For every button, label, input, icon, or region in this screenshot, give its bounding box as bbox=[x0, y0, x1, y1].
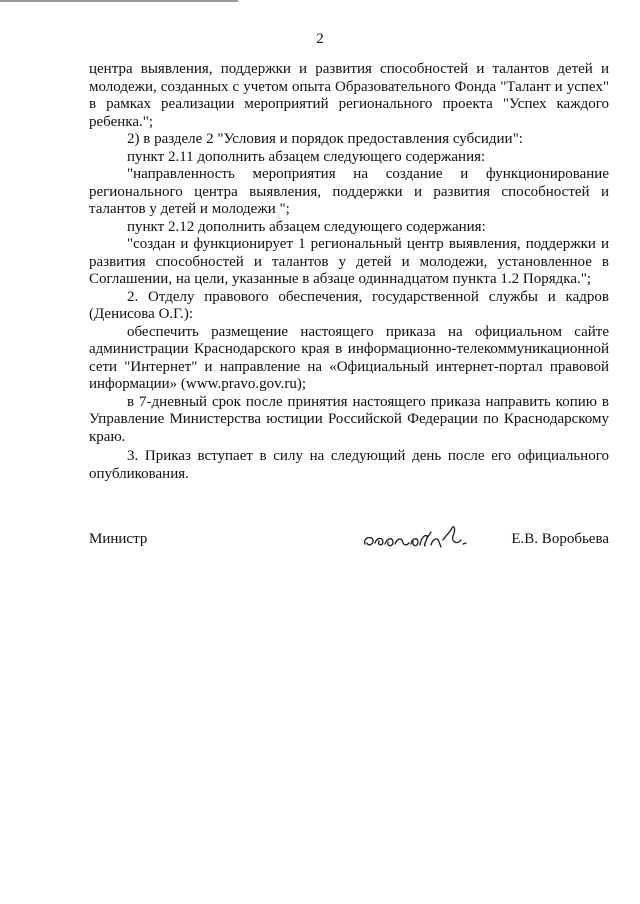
paragraph: пункт 2.12 дополнить абзацем следующего содержания: bbox=[127, 218, 486, 235]
paragraph: в 7-дневный срок после принятия настоящего приказа направить копию в Управление Министерства юстиции Российской Федерации по Краснодарскому краю. bbox=[89, 393, 609, 445]
signature-block bbox=[89, 520, 609, 560]
paragraph: "создан и функционирует 1 региональный центр выявления, поддержки и развития способностей и талантов у детей и молодежи, установленное в Соглашении, на цели, указанные в абзаце одиннадцатом пункта 1.2 Порядка."; bbox=[89, 236, 609, 287]
scan-edge-line bbox=[0, 0, 238, 2]
paragraph: 2. Отделу правового обеспечения, государственной службы и кадров (Денисова О.Г.): bbox=[89, 288, 609, 322]
paragraph: обеспечить размещение настоящего приказа на официальном сайте администрации Краснодарского края в информационно-телекоммуникационной сети "Интернет" и направление на «Официальный интернет-портал правовой информации» (www.pravo.gov.ru); bbox=[89, 323, 609, 392]
paragraph: центра выявления, поддержки и развития способностей и талантов детей и молодежи, созданных с учетом опыта Образовательного Фонда "Талант и успех" в рамках реализации мероприятий регионального проекта "Успех каждого ребенка."; bbox=[89, 61, 609, 130]
paragraph: "направленность мероприятия на создание и функционирование регионального центра выявления, поддержки и развития способностей и талантов у детей и молодежи "; bbox=[89, 166, 609, 217]
signer-title: Министр bbox=[89, 531, 148, 547]
page-number: 2 bbox=[316, 31, 324, 47]
paragraph: пункт 2.11 дополнить абзацем следующего содержания: bbox=[127, 148, 486, 165]
handwritten-signature bbox=[359, 518, 479, 554]
document-body bbox=[89, 61, 609, 483]
paragraph: 2) в разделе 2 "Условия и порядок предоставления субсидии": bbox=[127, 131, 523, 147]
signer-name: Е.В. Воробьева bbox=[511, 531, 609, 547]
paragraph: 3. Приказ вступает в силу на следующий день после его официального опубликования. bbox=[89, 448, 609, 482]
